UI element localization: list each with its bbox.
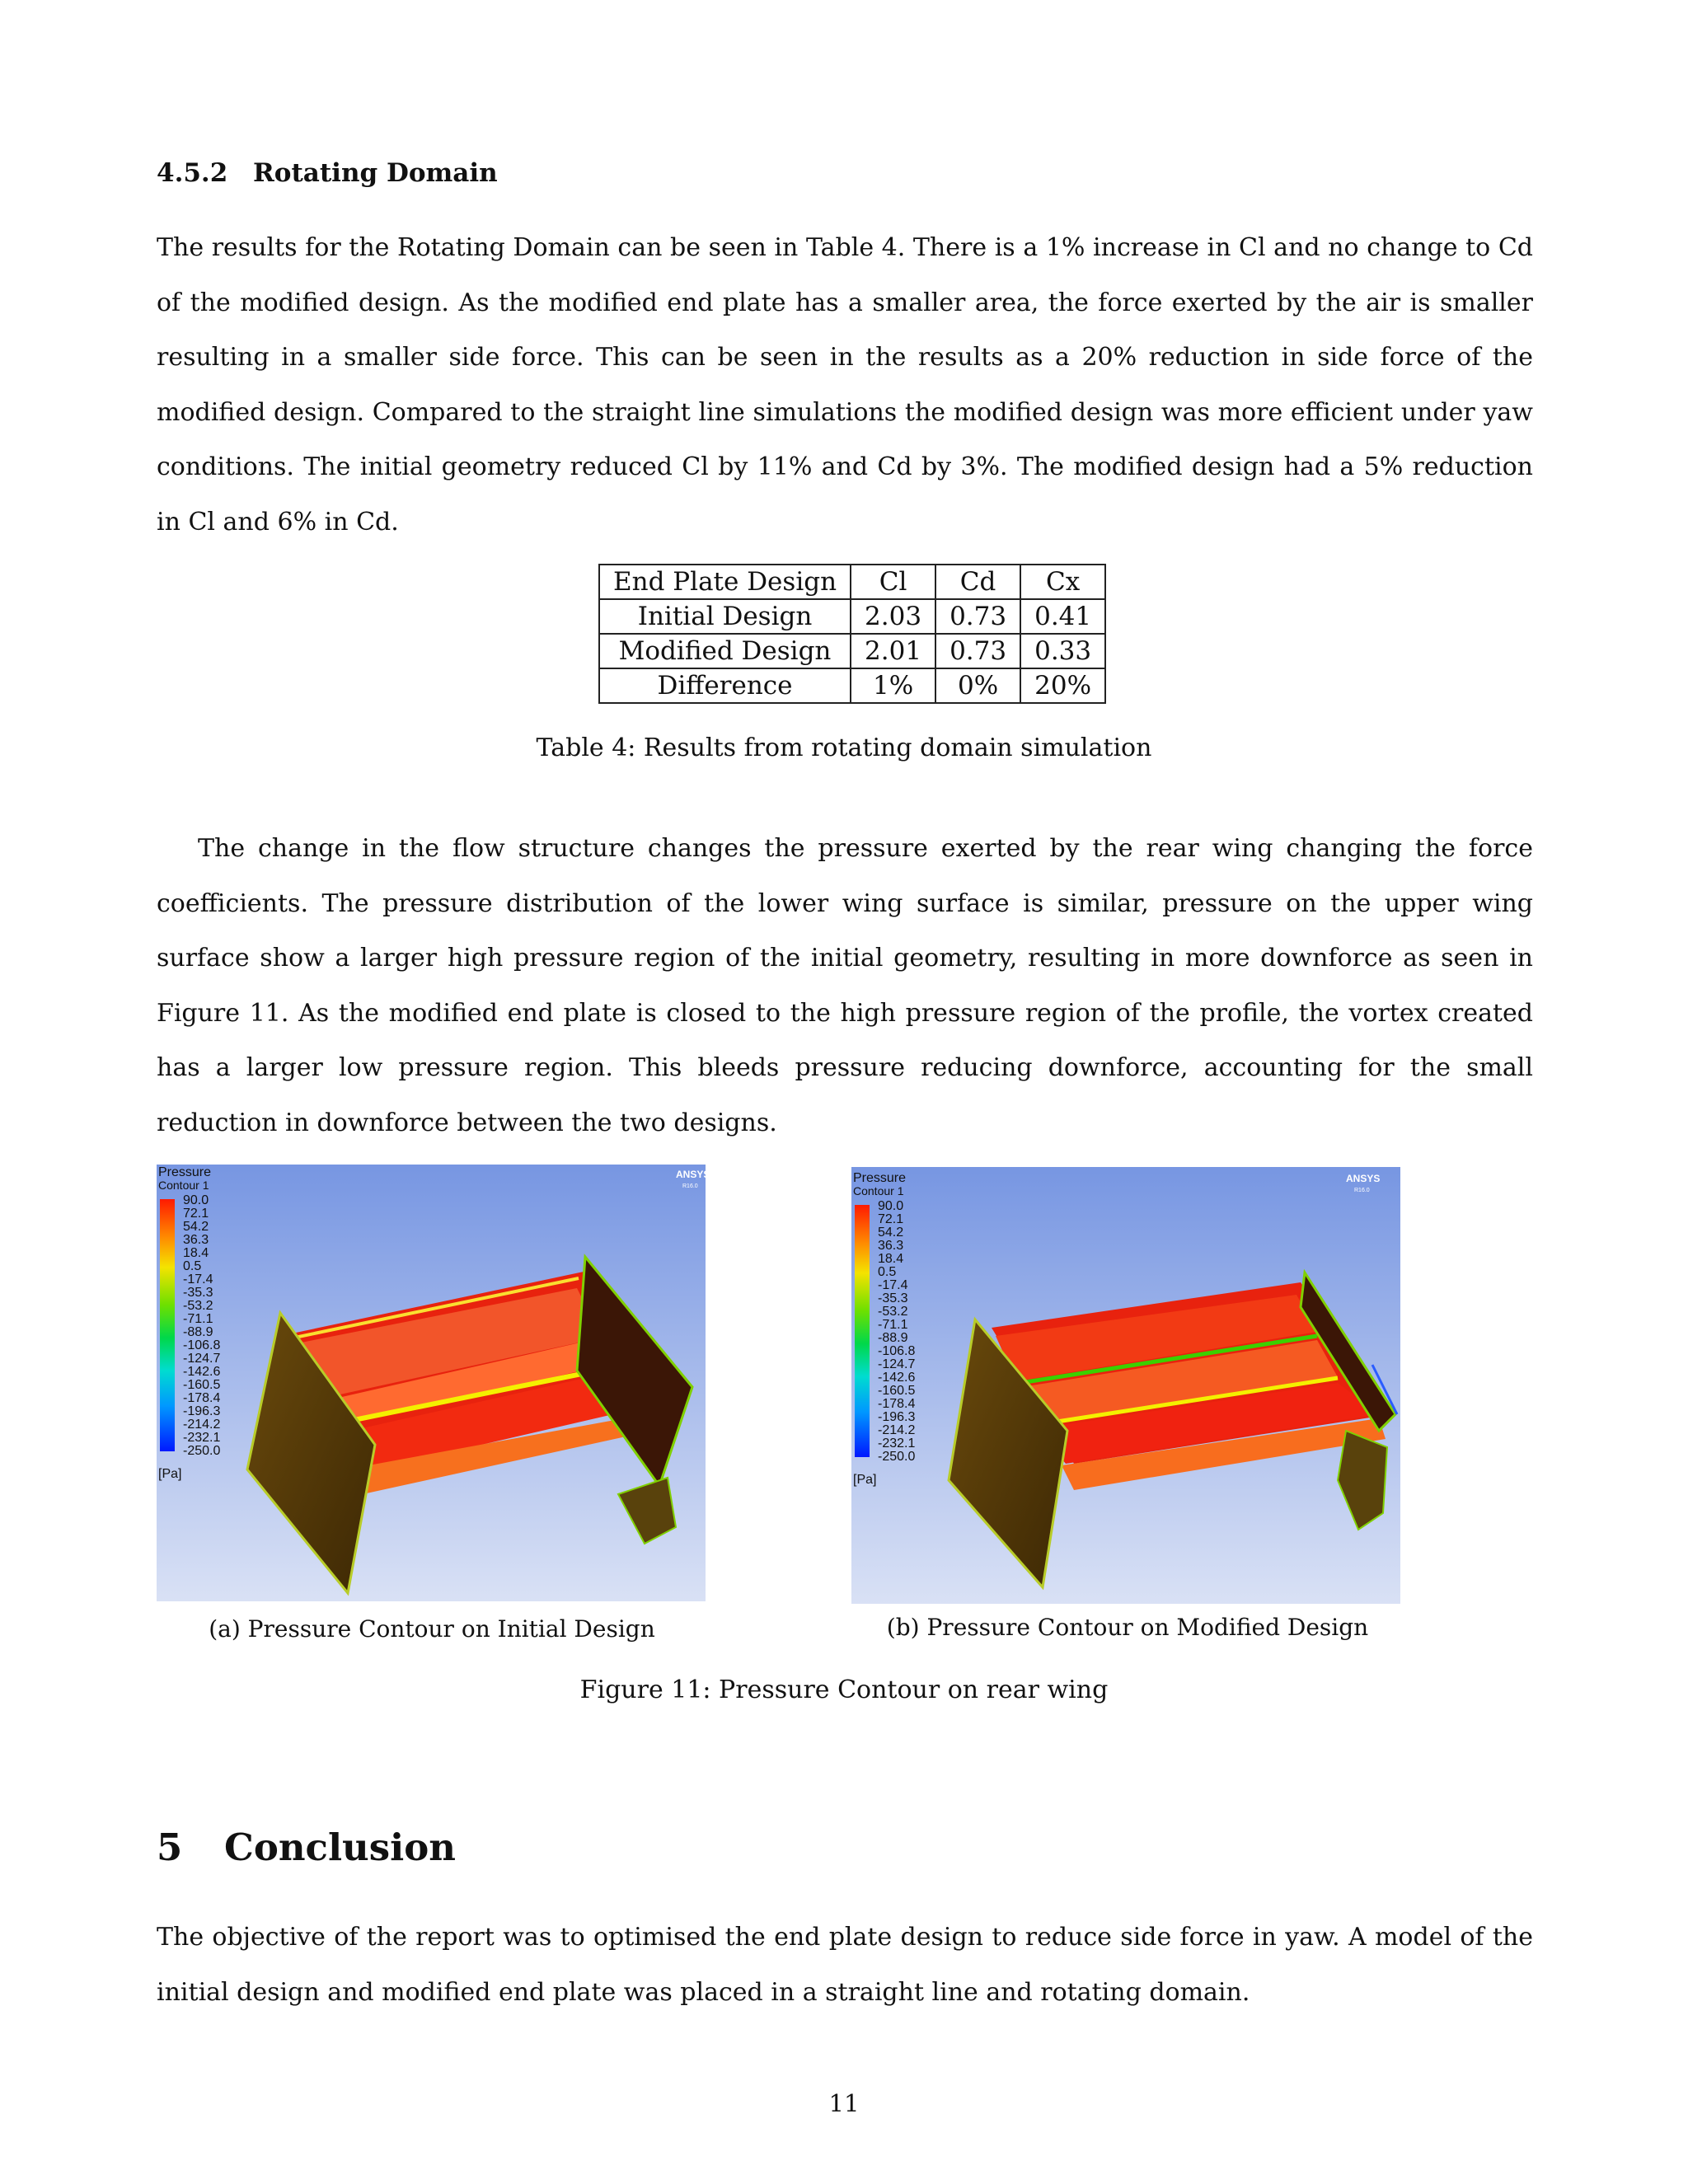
legend-value: -214.2 [878, 1423, 916, 1437]
table-cell: 0.73 [935, 599, 1020, 634]
legend-subtitle: Contour 1 [158, 1179, 209, 1192]
legend-value: -232.1 [878, 1436, 916, 1451]
table-cell: 0.41 [1020, 599, 1105, 634]
table-header-cell: Cl [851, 565, 935, 599]
paragraph-results [157, 221, 1533, 550]
legend-value: -35.3 [878, 1291, 908, 1305]
legend-value: -142.6 [878, 1371, 916, 1385]
ansys-logo: ANSYS [676, 1169, 710, 1180]
legend-value: -124.7 [878, 1357, 916, 1371]
legend-value: -53.2 [183, 1299, 213, 1313]
legend-value: 72.1 [878, 1212, 904, 1226]
ansys-logo: ANSYS [1346, 1173, 1381, 1184]
figure-caption: Figure 11: Pressure Contour on rear wing [579, 1675, 1109, 1704]
legend-value: 0.5 [183, 1259, 202, 1273]
section-title: Conclusion [224, 1825, 456, 1869]
legend-value: 54.2 [183, 1220, 209, 1234]
legend-value: -88.9 [878, 1331, 908, 1345]
table-row [599, 634, 1105, 668]
ansys-version: R16.0 [1354, 1188, 1370, 1193]
table-header-cell: End Plate Design [599, 565, 851, 599]
legend-value: -71.1 [878, 1318, 908, 1332]
table-caption: Table 4: Results from rotating domain simulation [536, 733, 1152, 762]
legend-subtitle: Contour 1 [853, 1184, 904, 1197]
table-cell: 0% [935, 668, 1020, 703]
page-number: 11 [828, 2089, 860, 2117]
legend-value: -17.4 [878, 1278, 908, 1292]
legend-value: 90.0 [183, 1193, 209, 1207]
table-row [599, 599, 1105, 634]
legend-value: -53.2 [878, 1305, 908, 1319]
legend-value: 18.4 [878, 1252, 904, 1266]
legend-value: 72.1 [183, 1207, 209, 1221]
ansys-version: R16.0 [682, 1183, 698, 1189]
table-cell: 2.01 [851, 634, 935, 668]
table-cell: 2.03 [851, 599, 935, 634]
color-bar [855, 1205, 870, 1457]
legend-unit: [Pa] [158, 1467, 182, 1481]
table-cell: 0.73 [935, 634, 1020, 668]
table-cell: Difference [599, 668, 851, 703]
legend-value: -250.0 [183, 1444, 221, 1458]
paragraph-conclusion [157, 1910, 1533, 2020]
section-heading [157, 1825, 456, 1869]
legend-value: -232.1 [183, 1431, 221, 1445]
legend-value: -106.8 [183, 1338, 221, 1352]
legend-value: -214.2 [183, 1418, 221, 1432]
legend-value: -178.4 [183, 1391, 221, 1405]
table-header-row [599, 565, 1105, 599]
legend-value: -250.0 [878, 1450, 916, 1464]
subsection-heading [157, 158, 498, 188]
legend-value: -71.1 [183, 1312, 213, 1326]
legend-value: -17.4 [183, 1272, 213, 1286]
table-cell: 0.33 [1020, 634, 1105, 668]
legend-value: 0.5 [878, 1265, 897, 1279]
legend-value: 54.2 [878, 1226, 904, 1240]
legend-value: -35.3 [183, 1286, 213, 1300]
legend-value: 36.3 [183, 1233, 209, 1247]
legend-value: -178.4 [878, 1397, 916, 1411]
color-bar [160, 1199, 175, 1451]
table-cell: Modified Design [599, 634, 851, 668]
subsection-title: Rotating Domain [253, 158, 498, 188]
table-header-cell: Cd [935, 565, 1020, 599]
legend-unit: [Pa] [853, 1473, 877, 1487]
legend-value: 90.0 [878, 1199, 904, 1213]
paragraph-pressure-text: The change in the flow structure changes the pressure exerted by the rear wing changing the force coefficients. The pressure distribution of the lower wing surface is similar, pressure on the upper wing surface show a larger high pressure region of the initial geometry, resulting in more downforce as seen in Figure 11. As the modified end plate is closed to the high pressure region of the profile, the vortex created has a larger low pressure region. This bleeds pressure reducing downforce, accounting for the small reduction in downforce between the two designs. [157, 834, 1533, 1137]
legend-value: -88.9 [183, 1325, 213, 1339]
subsection-number: 4.5.2 [157, 158, 228, 188]
table-cell: 1% [851, 668, 935, 703]
pressure-contour-initial-image [157, 1165, 710, 1601]
legend-value: -106.8 [878, 1344, 916, 1358]
legend-value: 18.4 [183, 1246, 209, 1260]
results-table [598, 564, 1106, 704]
legend-value: -124.7 [183, 1352, 221, 1366]
legend-value: -160.5 [183, 1378, 221, 1392]
legend-value: -142.6 [183, 1365, 221, 1379]
table-row [599, 668, 1105, 703]
paragraph-pressure [157, 822, 1533, 1151]
legend-value: -196.3 [878, 1410, 916, 1424]
table-header-cell: Cx [1020, 565, 1105, 599]
subfigure-caption-a: (a) Pressure Contour on Initial Design [209, 1615, 655, 1643]
legend-value: -196.3 [183, 1404, 221, 1418]
table-cell: 20% [1020, 668, 1105, 703]
table-cell: Initial Design [599, 599, 851, 634]
legend-value: 36.3 [878, 1239, 904, 1253]
paragraph-results-text: The results for the Rotating Domain can be seen in Table 4. There is a 1% increase in Cl and no change to Cd of the modified design. As the modified end plate has a smaller area, the force exerted by the air is smaller resulting in a smaller side force. This can be seen in the results as a 20% reduction in side force of the modified design. Compared to the straight line simulations the modified design was more efficient under yaw conditions. The initial geometry reduced Cl by 11% and Cd by 3%. The modified design had a 5% reduction in Cl and 6% in Cd. [157, 233, 1533, 537]
legend-value: -160.5 [878, 1384, 916, 1398]
subfigure-caption-b: (b) Pressure Contour on Modified Design [886, 1614, 1369, 1641]
section-number: 5 [157, 1825, 183, 1869]
paragraph-conclusion-text: The objective of the report was to optimised the end plate design to reduce side force in yaw. A model of the initial design and modified end plate was placed in a straight line and rotating domain. [157, 1923, 1533, 2007]
legend-title: Pressure [853, 1171, 907, 1185]
legend-title: Pressure [158, 1165, 212, 1179]
pressure-contour-modified-image [851, 1167, 1400, 1604]
